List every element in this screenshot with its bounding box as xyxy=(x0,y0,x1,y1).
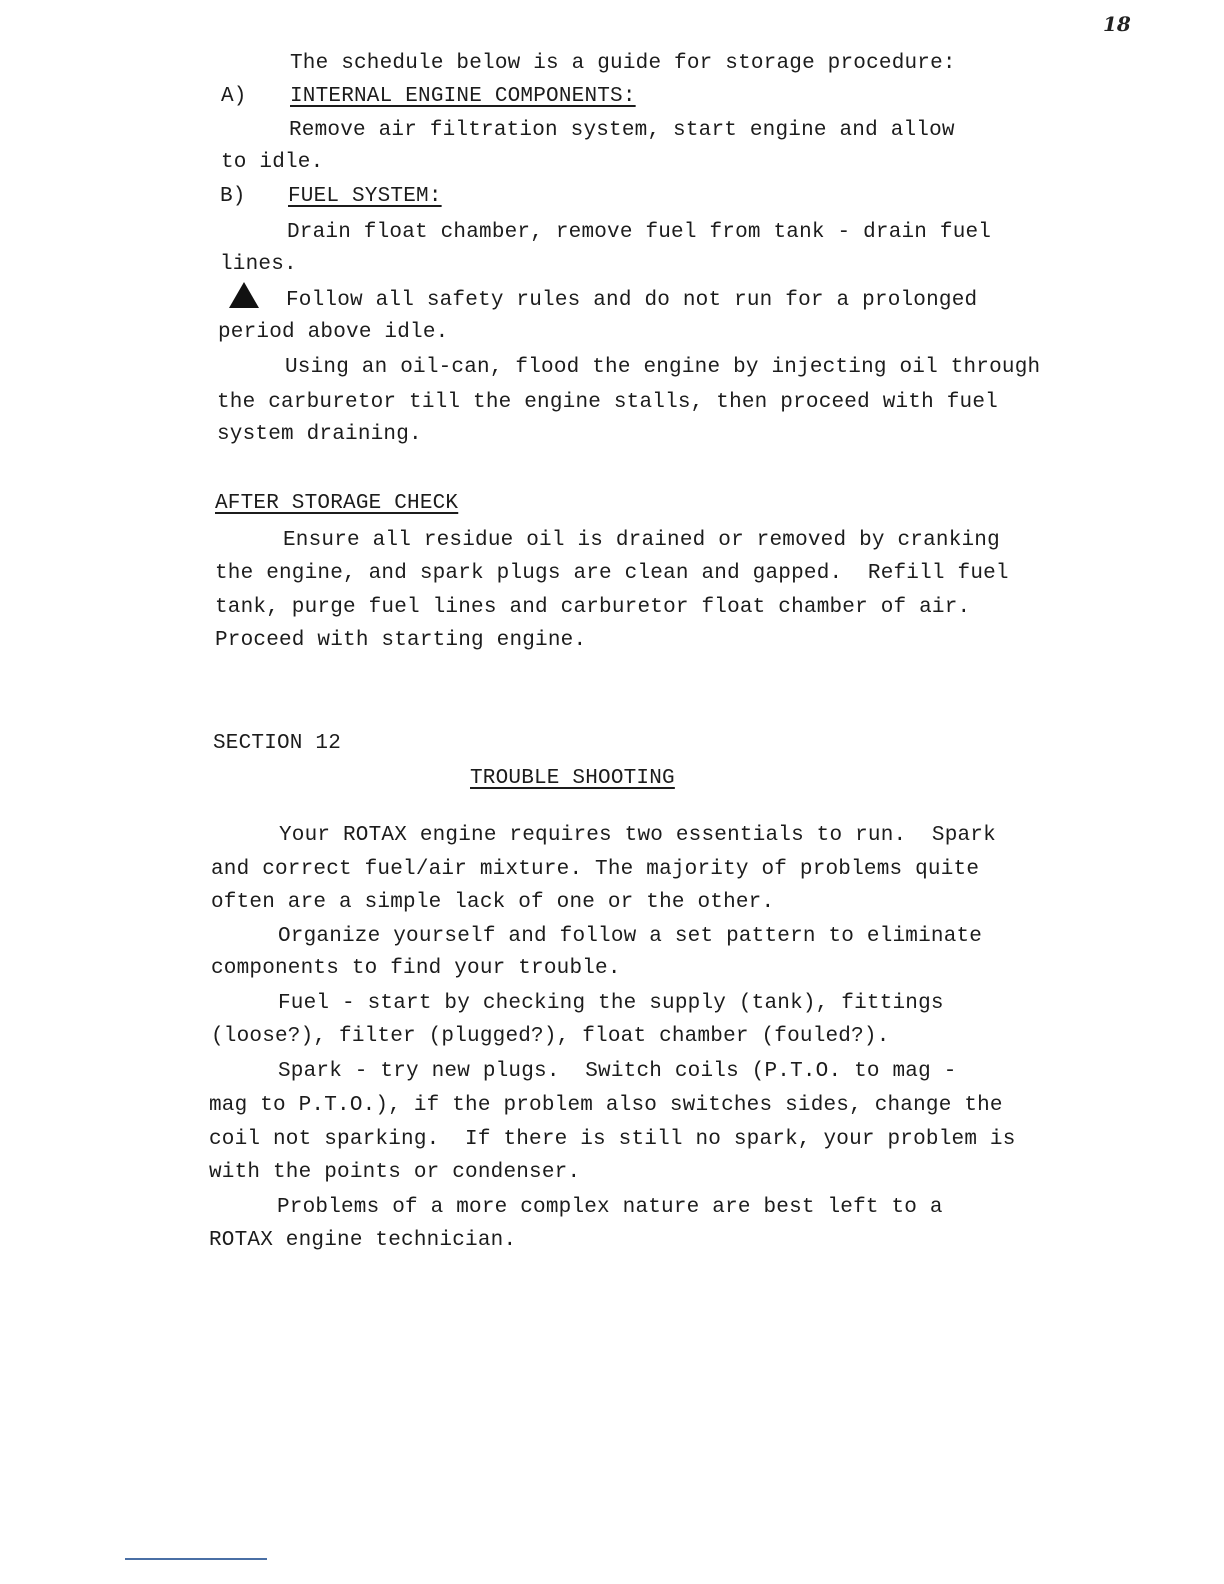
section-b-heading: FUEL SYSTEM: xyxy=(288,185,442,208)
trouble-paragraph-line: Problems of a more complex nature are best left to a xyxy=(277,1196,943,1219)
trouble-paragraph-line: Fuel - start by checking the supply (tank), fittings xyxy=(278,992,944,1015)
trouble-paragraph-line: mag to P.T.O.), if the problem also switches sides, change the xyxy=(209,1094,1003,1117)
oil-paragraph-line: system draining. xyxy=(217,423,422,446)
section-a-line: Remove air filtration system, start engine and allow xyxy=(289,119,955,142)
trouble-paragraph-line: often are a simple lack of one or the other. xyxy=(211,891,775,914)
after-storage-line: Ensure all residue oil is drained or removed by cranking xyxy=(283,529,1000,552)
section-a-heading: INTERNAL ENGINE COMPONENTS: xyxy=(290,85,636,108)
section-b-marker: B) xyxy=(220,185,246,208)
section-b-line: Drain float chamber, remove fuel from tank - drain fuel xyxy=(287,221,992,244)
trouble-paragraph-line: Spark - try new plugs. Switch coils (P.T.O. to mag - xyxy=(278,1060,957,1083)
after-storage-line: tank, purge fuel lines and carburetor float chamber of air. xyxy=(215,596,971,619)
warning-line: Follow all safety rules and do not run for a prolonged xyxy=(286,289,978,312)
section-b-line: lines. xyxy=(220,253,297,276)
trouble-paragraph-line: Organize yourself and follow a set pattern to eliminate xyxy=(278,925,983,948)
trouble-paragraph-line: coil not sparking. If there is still no spark, your problem is xyxy=(209,1128,1016,1151)
section-label: SECTION 12 xyxy=(213,732,342,755)
after-storage-line: Proceed with starting engine. xyxy=(215,629,587,652)
bottom-rule xyxy=(125,1558,267,1560)
trouble-paragraph-line: and correct fuel/air mixture. The majority of problems quite xyxy=(211,858,980,881)
warning-triangle-icon xyxy=(229,282,259,308)
intro-text: The schedule below is a guide for storage procedure: xyxy=(290,52,956,75)
trouble-paragraph-line: components to find your trouble. xyxy=(211,957,621,980)
after-storage-heading: AFTER STORAGE CHECK xyxy=(215,492,459,515)
oil-paragraph-line: Using an oil-can, flood the engine by injecting oil through xyxy=(285,356,1041,379)
section-a-marker: A) xyxy=(221,85,247,108)
section-a-line: to idle. xyxy=(221,151,324,174)
section-title: TROUBLE SHOOTING xyxy=(470,767,675,790)
trouble-paragraph-line: (loose?), filter (plugged?), float chamber (fouled?). xyxy=(211,1025,890,1048)
warning-line: period above idle. xyxy=(218,321,449,344)
page-number: 18 xyxy=(1103,12,1131,36)
trouble-paragraph-line: ROTAX engine technician. xyxy=(209,1229,517,1252)
oil-paragraph-line: the carburetor till the engine stalls, then proceed with fuel xyxy=(217,391,998,414)
after-storage-line: the engine, and spark plugs are clean and gapped. Refill fuel xyxy=(215,562,1009,585)
trouble-paragraph-line: Your ROTAX engine requires two essentials to run. Spark xyxy=(279,824,996,847)
trouble-paragraph-line: with the points or condenser. xyxy=(209,1161,581,1184)
